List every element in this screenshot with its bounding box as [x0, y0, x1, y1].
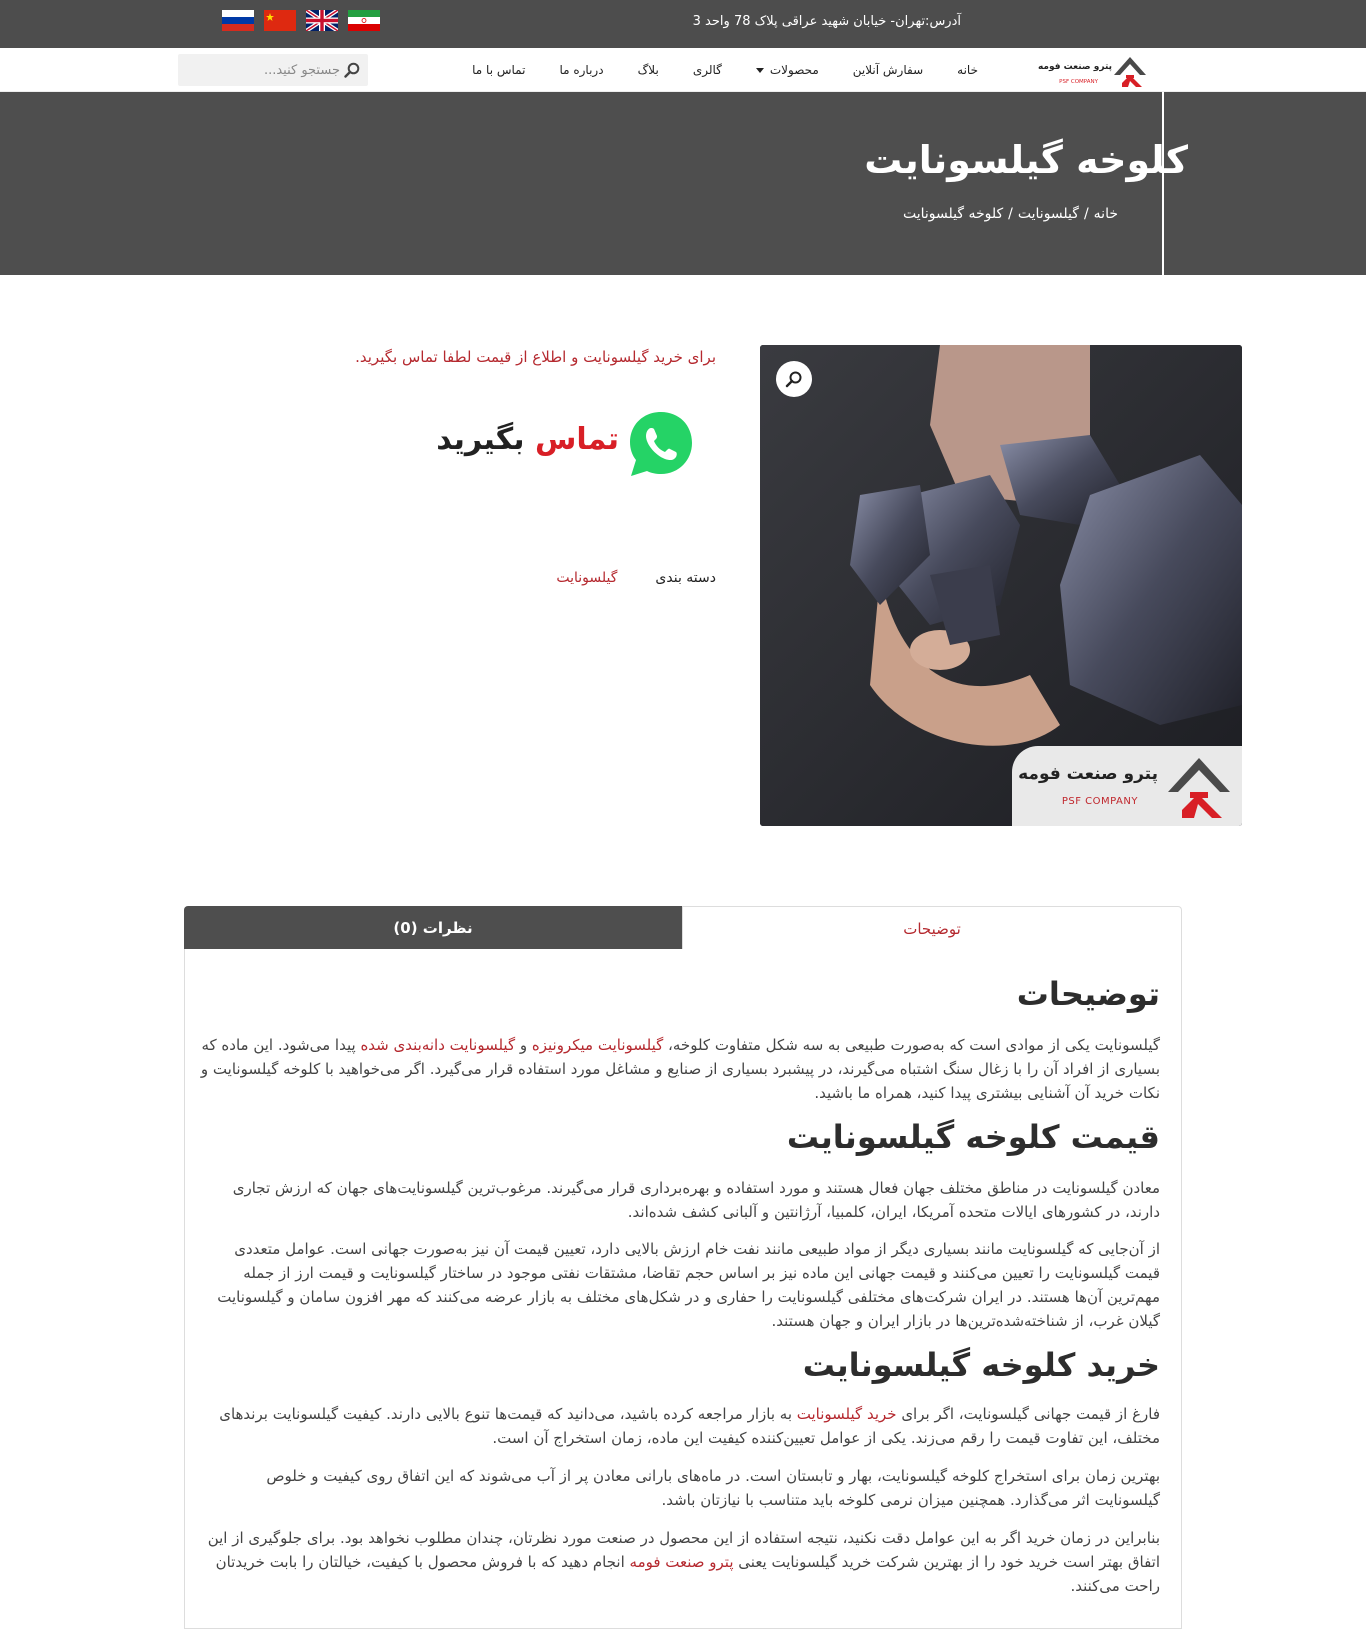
paragraph-4: فارغ از قیمت جهانی گیلسونایت، اگر برای خرید گیلسونایت به بازار مراجعه کرده باشید، می‌دانید که قیمت‌ها تنوع بالایی دارند. کیفیت گیلسونایت برندهای مختلف، این تفاوت قیمت را رقم می‌زند. یکی از عوامل تعیین‌کننده کیفیت این ماده، زمان استخراج آن است. [219, 1405, 1160, 1447]
nav-item-home[interactable]: خانه [957, 63, 978, 77]
contact-note: برای خرید گیلسونایت و اطلاع از قیمت لطفا تماس بگیرید. [355, 348, 716, 366]
category-label: دسته بندی [655, 570, 716, 586]
watermark-logo-en: PSF COMPANY [1061, 796, 1138, 807]
whatsapp-label-black: بگیرید [436, 422, 525, 457]
whatsapp-icon [625, 408, 697, 480]
breadcrumb-current: کلوخه گیلسونایت [902, 206, 1004, 222]
chevron-down-icon [756, 68, 764, 73]
breadcrumb-category[interactable]: گیلسونایت [1017, 206, 1079, 222]
link-buy-gilsonite[interactable]: خرید گیلسونایت [796, 1405, 897, 1423]
search-box [178, 54, 368, 86]
nav-item-contact[interactable]: تماس با ما [472, 63, 526, 77]
search-icon[interactable] [344, 62, 360, 78]
price-heading: قیمت کلوخه گیلسونایت [786, 1118, 1160, 1156]
link-granulated-gilsonite[interactable]: گیلسونایت دانه‌بندی شده [360, 1036, 516, 1054]
logo-text-fa: پترو صنعت فومه [1037, 62, 1112, 72]
iran-flag-icon[interactable] [348, 10, 380, 31]
whatsapp-label [436, 422, 619, 457]
link-micronized-gilsonite[interactable]: گیلسونایت میکرونیزه [531, 1036, 664, 1054]
product-tabs [184, 906, 1182, 950]
breadcrumb [903, 206, 1118, 222]
main-navbar [0, 48, 1366, 92]
paragraph-6: بنابراین در زمان خرید اگر به این عوامل دقت نکنید، نتیجه استفاده از این محصول در صنعت مورد نظرتان، چندان مطلوب نخواهد بود. برای جلوگیری از این اتفاق بهتر است خرید خود را از بهترین شرکت خرید گیلسونایت یعنی پترو صنعت فومه انجام دهید که با فروش محصول با کیفیت، خیالتان را بابت خریدتان راحت می‌کنند. [207, 1529, 1160, 1595]
top-bar [0, 0, 1366, 48]
paragraph-1: گیلسونایت یکی از موادی است که به‌صورت طبیعی به سه شکل متفاوت کلوخه، گیلسونایت میکرونیزه و گیلسونایت دانه‌بندی شده پیدا می‌شود. این ماده که بسیاری از افراد آن را با زغال سنگ اشتباه می‌گیرند، در پیشبرد بسیاری از صنایع و مشاغل مورد استفاده قرار می‌گیرد. اگر می‌خواهید با کلوخه گیلسونایت و نکات خرید آن آشنایی بیشتری پیدا کنید، همراه ما باشید. [200, 1036, 1160, 1102]
breadcrumb-home[interactable]: خانه [1093, 206, 1118, 222]
search-input[interactable] [190, 54, 340, 86]
address-text: آدرس:تهران- خیابان شهید عراقی پلاک 78 واحد 3 [692, 14, 961, 29]
logo-text-en: PSF COMPANY [1059, 79, 1098, 85]
nav-item-gallery[interactable]: گالری [692, 63, 722, 77]
page-banner [0, 92, 1366, 275]
description-heading: توضیحات [1016, 975, 1160, 1013]
watermark-logo-mark [1164, 752, 1234, 822]
nav-item-about[interactable]: درباره ما [559, 63, 604, 77]
nav-menu [472, 48, 978, 92]
paragraph-5: بهترین زمان برای استخراج کلوخه گیلسونایت، بهار و تابستان است. در ماه‌های بارانی معادن پر از آب می‌شوند که این اتفاق روی کیفیت و خلوص گیلسونایت اثر می‌گذارد. همچنین میزان نرمی کلوخه باید متناسب با نیازتان باشد. [266, 1467, 1160, 1509]
whatsapp-label-red: تماس [534, 422, 619, 457]
page-title: کلوخه گیلسونایت [864, 138, 1188, 182]
breadcrumb-separator: / [1083, 206, 1089, 222]
nav-item-online-order[interactable]: سفارش آنلاین [852, 63, 924, 77]
product-category [556, 570, 716, 586]
banner-divider [1162, 92, 1164, 275]
link-petro-sanat-fumeh[interactable]: پترو صنعت فومه [629, 1553, 734, 1571]
paragraph-3: از آن‌جایی که گیلسونایت مانند بسیاری دیگر از مواد طبیعی مانند نفت خام ارزش بالایی دارد، تعیین قیمت آن نیز به‌صورت جهانی است. عوامل متعددی قیمت گیلسونایت را تعیین می‌کنند و قیمت جهانی این ماده نیز بر اساس حجم تقاضا، مشتقات نفتی موجود در ساختار گیلسونایت و قیمت ارز از جمله مهم‌ترین آن‌ها هستند. در ایران شرکت‌های مختلفی گیلسونایت را حفاری و در شکل‌های مختلف به بازار عرضه می‌کنند که مهر افزون سامان و گیلسونایت گیلان غرب، از شناخته‌شده‌ترین‌ها در بازار ایران و جهان هستند. [217, 1240, 1160, 1330]
watermark-logo-fa: پترو صنعت فومه [1018, 764, 1158, 784]
category-link[interactable]: گیلسونایت [556, 570, 618, 586]
nav-item-products[interactable]: محصولات [756, 63, 819, 77]
zoom-icon [785, 370, 803, 388]
breadcrumb-separator: / [1008, 206, 1013, 222]
nav-item-blog[interactable]: بلاگ [637, 63, 659, 77]
image-watermark-logo [1012, 746, 1242, 826]
russia-flag-icon[interactable] [222, 10, 254, 31]
zoom-button[interactable] [776, 361, 812, 397]
buy-heading: خرید کلوخه گیلسونایت [802, 1346, 1160, 1384]
whatsapp-contact-button[interactable] [432, 408, 697, 484]
site-logo[interactable] [1036, 53, 1146, 89]
tab-description[interactable]: توضیحات [682, 906, 1182, 950]
china-flag-icon[interactable] [264, 10, 296, 31]
uk-flag-icon[interactable] [306, 10, 338, 31]
product-image[interactable] [760, 345, 1242, 826]
paragraph-2: معادن گیلسونایت در مناطق مختلف جهان فعال هستند و مورد استفاده و بهره‌برداری قرار می‌گیرند. مرغوب‌ترین گیلسونایت‌های جهان که ارزش تجاری دارند، در کشورهای ایالات متحده آمریکا، ایران، کلمبیا، آرژانتین و آلبانی کشف شده‌اند. [232, 1179, 1160, 1221]
language-flags [222, 10, 380, 31]
tab-reviews[interactable]: نظرات (0) [184, 906, 682, 950]
